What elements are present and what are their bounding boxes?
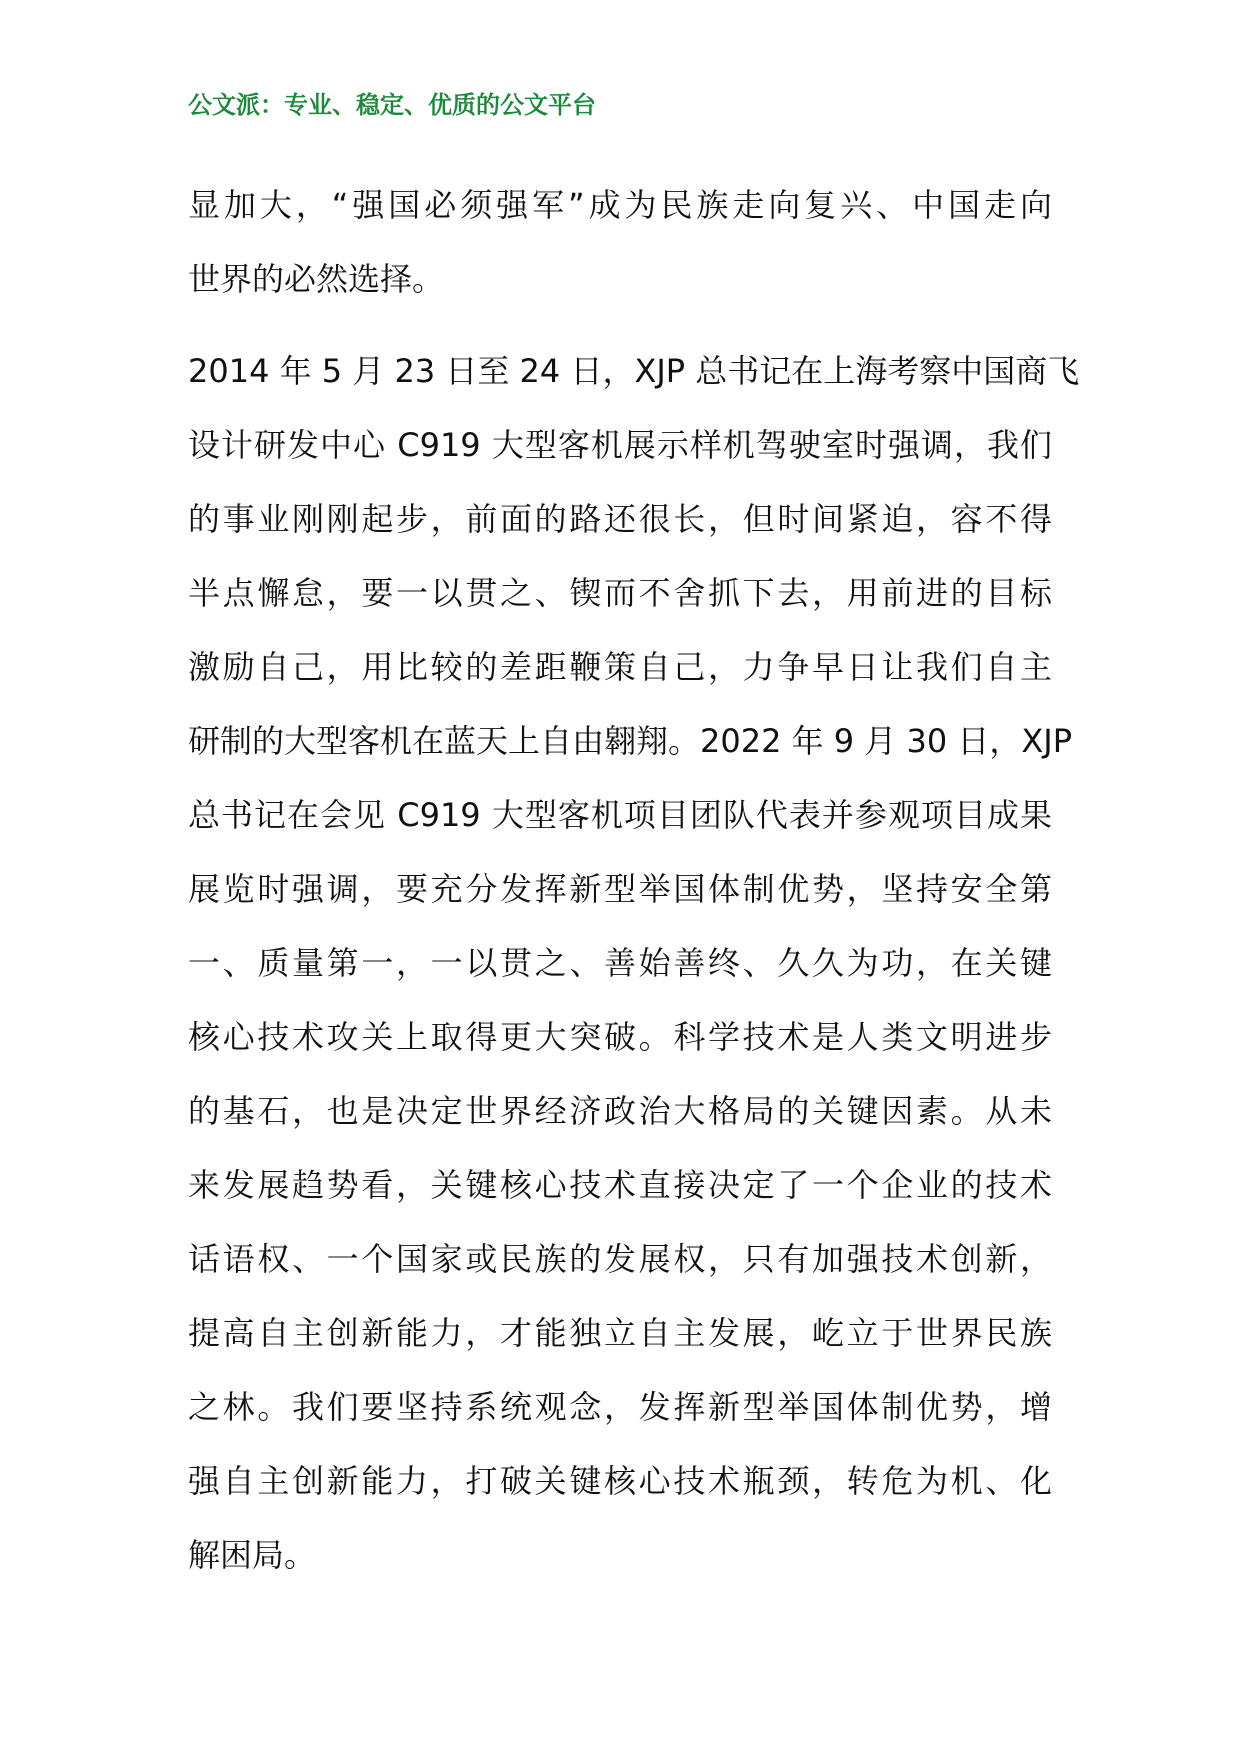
text-line: 总书记在会见 C919 大型客机项目团队代表并参观项目成果 — [188, 796, 1052, 834]
document-body — [188, 168, 1080, 1592]
text-line: 来发展趋势看，关键核心技术直接决定了一个企业的技术 — [188, 1166, 1052, 1204]
text-line: 核心技术攻关上取得更大突破。科学技术是人类文明进步 — [188, 1018, 1052, 1056]
page-header: 公文派：专业、稳定、优质的公文平台 — [188, 90, 596, 119]
text-line: 研制的大型客机在蓝天上自由翱翔。2022 年 9 月 30 日，XJP — [188, 722, 1073, 760]
text-line: 设计研发中心 C919 大型客机展示样机驾驶室时强调，我们 — [188, 426, 1052, 464]
text-line: 提高自主创新能力，才能独立自主发展，屹立于世界民族 — [188, 1314, 1052, 1352]
text-line: 的基石，也是决定世界经济政治大格局的关键因素。从未 — [188, 1092, 1052, 1130]
text-line: 激励自己，用比较的差距鞭策自己，力争早日让我们自主 — [188, 648, 1052, 686]
paragraph — [188, 334, 1080, 1592]
text-line: 的事业刚刚起步，前面的路还很长，但时间紧迫，容不得 — [188, 500, 1052, 538]
text-line: 强自主创新能力，打破关键核心技术瓶颈，转危为机、化 — [188, 1462, 1052, 1500]
text-line: 世界的必然选择。 — [188, 260, 445, 298]
text-line: 一、质量第一，一以贯之、善始善终、久久为功，在关键 — [188, 944, 1052, 982]
text-line: 显加大，“强国必须强军”成为民族走向复兴、中国走向 — [188, 186, 1052, 224]
text-line: 之林。我们要坚持系统观念，发挥新型举国体制优势，增 — [188, 1388, 1052, 1426]
text-line: 展览时强调，要充分发挥新型举国体制优势，坚持安全第 — [188, 870, 1052, 908]
text-line: 解困局。 — [188, 1536, 317, 1574]
paragraph — [188, 168, 1052, 316]
text-line: 2014 年 5 月 23 日至 24 日，XJP 总书记在上海考察中国商飞 — [188, 352, 1080, 390]
text-line: 半点懈怠，要一以贯之、锲而不舍抓下去，用前进的目标 — [188, 574, 1052, 612]
text-line: 话语权、一个国家或民族的发展权，只有加强技术创新， — [188, 1240, 1052, 1278]
paragraph-spacing — [188, 316, 1052, 334]
